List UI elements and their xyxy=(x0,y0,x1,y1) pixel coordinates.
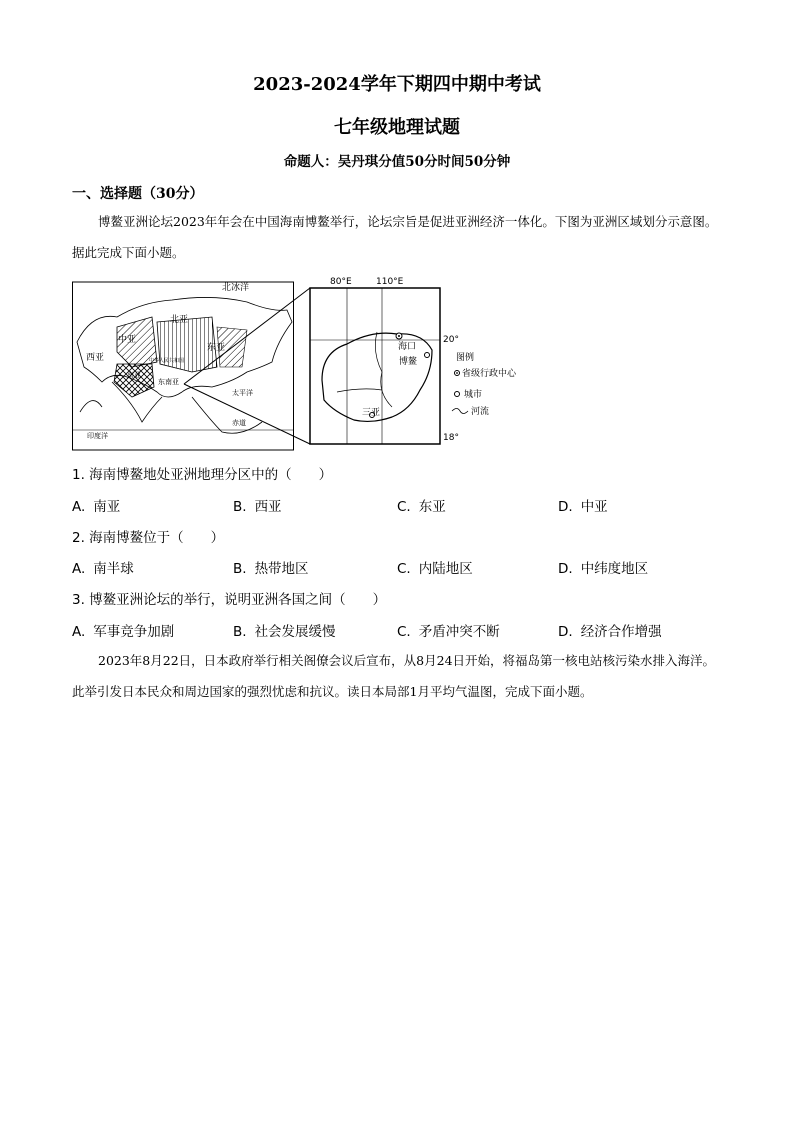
legend-city: 城市 xyxy=(464,390,483,400)
exam-meta: 命题人：吴丹琪分值50分时间50分钟 xyxy=(283,154,511,170)
label-sanya: 三亚 xyxy=(362,408,381,418)
legend-title: 图例 xyxy=(456,353,475,363)
question-2-option-a[interactable]: A. 南半球 xyxy=(72,561,134,577)
question-1-option-b[interactable]: B. 西亚 xyxy=(233,499,282,515)
label-boao: 博鳌 xyxy=(399,357,418,367)
label-southeast-asia: 东南亚 xyxy=(158,378,179,386)
question-1-option-c[interactable]: C. 东亚 xyxy=(397,499,446,515)
question-3-option-a[interactable]: A. 军事竞争加剧 xyxy=(72,624,175,640)
question-1-option-d[interactable]: D. 中亚 xyxy=(558,499,608,515)
label-west-asia: 西亚 xyxy=(86,353,105,363)
exam-title: 2023-2024学年下期四中期中考试 xyxy=(253,74,541,95)
label-lat-20: 20° xyxy=(443,335,459,345)
label-china: 中华人民共和国 xyxy=(149,358,185,364)
question-3-option-b[interactable]: B. 社会发展缓慢 xyxy=(233,624,336,640)
label-arctic-ocean: 北冰洋 xyxy=(222,283,250,293)
question-2-option-d[interactable]: D. 中纬度地区 xyxy=(558,561,649,577)
label-lon-110e: 110°E xyxy=(376,277,404,287)
question-3-option-c[interactable]: C. 矛盾冲突不断 xyxy=(397,624,500,640)
legend-river: 河流 xyxy=(471,407,490,417)
label-lat-18: 18° xyxy=(443,433,459,443)
label-pacific-ocean: 太平洋 xyxy=(232,389,253,397)
label-haikou: 海口 xyxy=(398,342,417,352)
section-heading: 一、选择题（30分） xyxy=(72,186,204,202)
label-indian-ocean: 印度洋 xyxy=(87,432,108,440)
question-3-option-d[interactable]: D. 经济合作增强 xyxy=(558,624,662,640)
label-north-asia: 北亚 xyxy=(170,315,189,325)
question-3-stem: 3. 博鳌亚洲论坛的举行，说明亚洲各国之间（ ） xyxy=(72,592,387,608)
exam-subtitle: 七年级地理试题 xyxy=(334,117,460,138)
asia-region-map-figure xyxy=(72,272,517,452)
question-2-option-c[interactable]: C. 内陆地区 xyxy=(397,561,473,577)
label-east-asia: 东亚 xyxy=(207,343,226,353)
label-south-asia: 南亚 xyxy=(127,371,141,379)
question-2-option-b[interactable]: B. 热带地区 xyxy=(233,561,309,577)
question-2-stem: 2. 海南博鳌位于（ ） xyxy=(72,530,225,546)
label-lon-80e: 80°E xyxy=(330,277,352,287)
question-1-option-a[interactable]: A. 南亚 xyxy=(72,499,121,515)
intro-paragraph-1: 博鳌亚洲论坛2023年年会在中国海南博鳌举行，论坛宗旨是促进亚洲经济一体化。下图为亚洲区域划分示意图。据此完成下面小题。 xyxy=(72,214,718,260)
legend-capital: 省级行政中心 xyxy=(462,369,517,379)
intro-paragraph-2: 2023年8月22日，日本政府举行相关阁僚会议后宣布，从8月24日开始，将福岛第一核电站核污染水排入海洋。此举引发日本民众和周边国家的强烈忧虑和抗议。读日本局部1月平均气温图，完成下面小题。 xyxy=(72,653,716,699)
question-1-stem: 1. 海南博鳌地处亚洲地理分区中的（ ） xyxy=(72,467,333,483)
label-equator: 赤道 xyxy=(232,419,246,427)
label-central-asia: 中亚 xyxy=(118,335,137,345)
